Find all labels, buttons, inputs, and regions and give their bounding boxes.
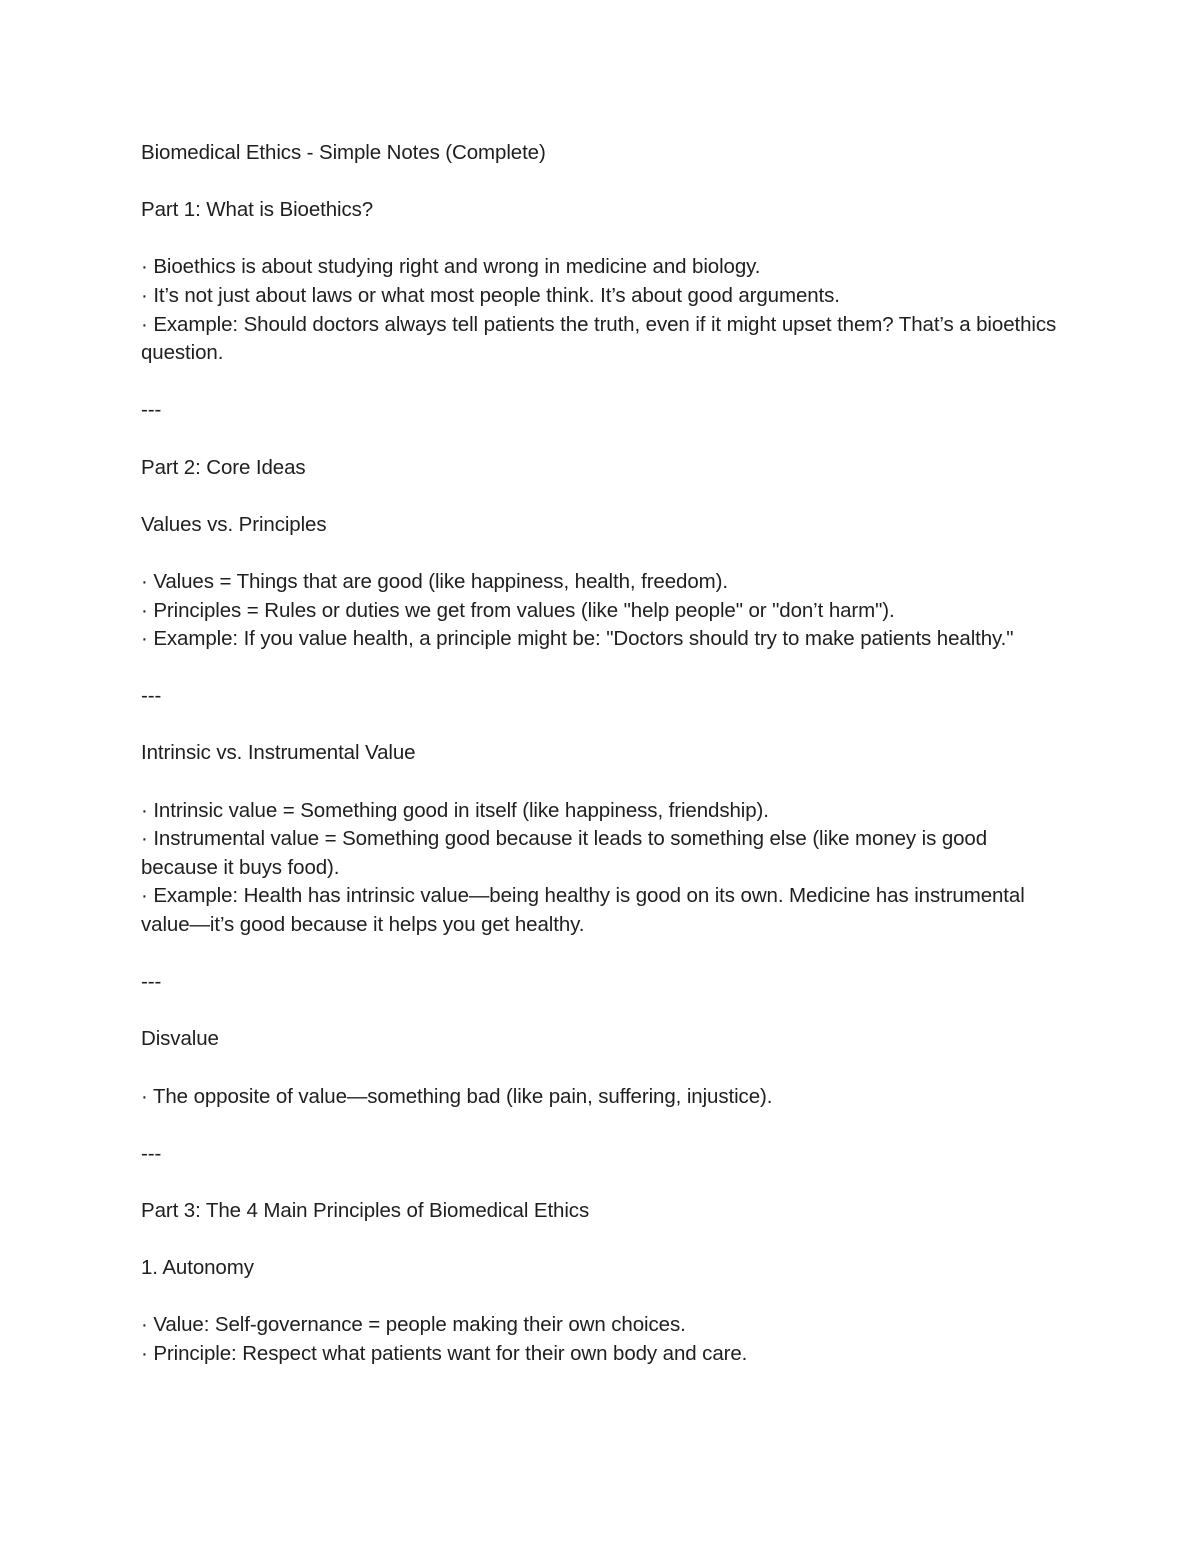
spacer <box>141 1054 1061 1083</box>
spacer <box>141 940 1061 969</box>
autonomy-bullet-2: · Principle: Respect what patients want for their own body and care. <box>141 1341 748 1365</box>
disvalue-bullet-1: · The opposite of value—something bad (like pain, suffering, injustice). <box>141 1084 773 1108</box>
section-separator: --- <box>141 398 162 422</box>
spacer <box>141 654 1061 683</box>
values-bullet-2: · Principles = Rules or duties we get from values (like "help people" or "don’t harm"). <box>141 598 895 622</box>
spacer <box>141 1283 1061 1312</box>
values-vs-principles-heading: Values vs. Principles <box>141 512 327 536</box>
spacer <box>141 711 1061 740</box>
document-title: Biomedical Ethics - Simple Notes (Complete) <box>141 141 546 164</box>
disvalue-heading: Disvalue <box>141 1027 219 1051</box>
spacer <box>141 1111 1061 1140</box>
part2-heading: Part 2: Core Ideas <box>141 455 306 479</box>
spacer <box>141 1226 1061 1255</box>
spacer <box>141 997 1061 1026</box>
spacer <box>141 768 1061 797</box>
spacer <box>141 482 1061 511</box>
section-separator: --- <box>141 1141 162 1165</box>
spacer <box>141 168 1061 197</box>
part3-heading: Part 3: The 4 Main Principles of Biomedical Ethics <box>141 1198 590 1222</box>
values-bullet-1: · Values = Things that are good (like happiness, health, freedom). <box>141 569 728 593</box>
section-separator: --- <box>141 970 162 994</box>
spacer <box>141 1168 1061 1197</box>
intrinsic-vs-instrumental-heading: Intrinsic vs. Instrumental Value <box>141 741 416 765</box>
section-separator: --- <box>141 684 162 708</box>
intrinsic-bullet-2: · Instrumental value = Something good because it leads to something else (like money is good because it buys food). <box>141 827 988 879</box>
intrinsic-bullet-3: · Example: Health has intrinsic value—being healthy is good on its own. Medicine has instrumental value—it’s good because it helps you get healthy. <box>141 884 1025 937</box>
autonomy-heading: 1. Autonomy <box>141 1256 254 1280</box>
autonomy-bullet-1: · Value: Self-governance = people making their own choices. <box>141 1313 686 1337</box>
values-bullet-3: · Example: If you value health, a principle might be: "Doctors should try to make patients healthy." <box>141 627 1014 651</box>
part1-bullet-1: · Bioethics is about studying right and wrong in medicine and biology. <box>141 255 761 279</box>
spacer <box>141 539 1061 568</box>
spacer <box>141 225 1061 254</box>
part1-bullet-3: · Example: Should doctors always tell patients the truth, even if it might upset them? That’s a bioethics question. <box>141 312 1057 365</box>
part1-bullet-2: · It’s not just about laws or what most people think. It’s about good arguments. <box>141 283 840 307</box>
document-page <box>141 139 1061 1369</box>
intrinsic-bullet-1: · Intrinsic value = Something good in itself (like happiness, friendship). <box>141 798 769 822</box>
spacer <box>141 425 1061 454</box>
spacer <box>141 368 1061 397</box>
part1-heading: Part 1: What is Bioethics? <box>141 198 374 222</box>
